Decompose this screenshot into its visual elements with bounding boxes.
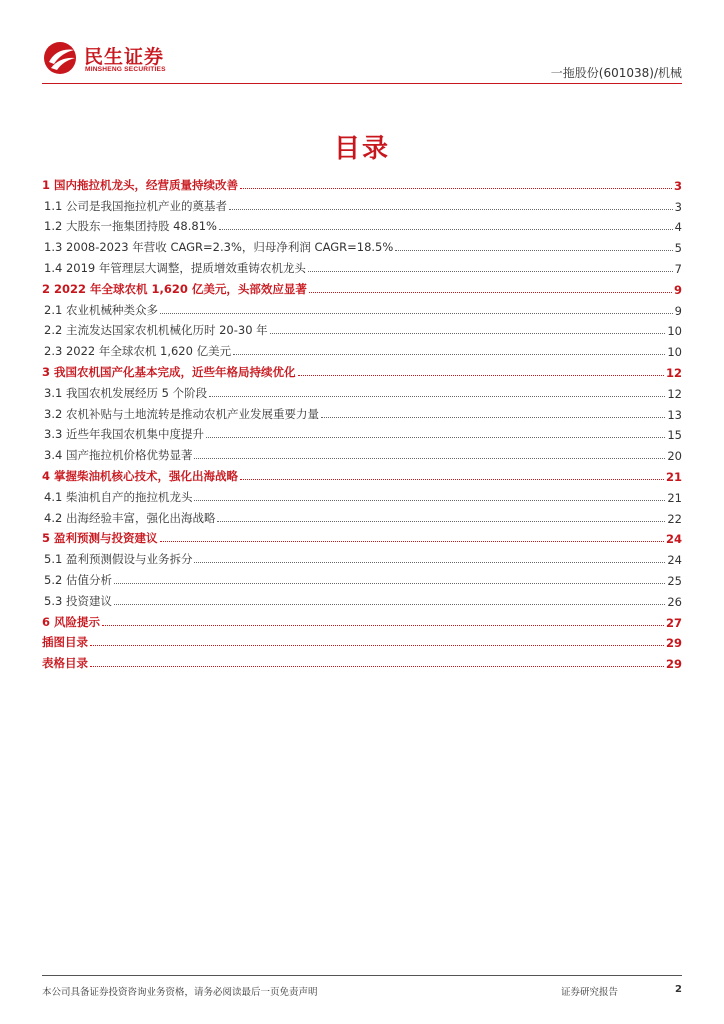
toc-entry-page: 21 bbox=[665, 469, 682, 484]
stock-ticker-label: 一拖股份(601038)/机械 bbox=[550, 66, 682, 80]
header-divider bbox=[42, 83, 682, 84]
logo-chinese-name: 民生证券 bbox=[84, 46, 165, 68]
toc-section-entry[interactable] bbox=[42, 359, 682, 380]
toc-entry-page: 10 bbox=[667, 324, 682, 339]
toc-entry-label: 1.4 2019 年管理层大调整，提质增效重铸农机龙头 bbox=[44, 260, 306, 275]
toc-entry-page: 29 bbox=[665, 657, 682, 672]
toc-dot-leader bbox=[298, 375, 664, 376]
toc-dot-leader bbox=[114, 604, 665, 605]
toc-entry-page: 7 bbox=[674, 261, 682, 276]
toc-dot-leader bbox=[308, 271, 673, 272]
toc-dot-leader bbox=[160, 313, 673, 314]
toc-dot-leader bbox=[233, 354, 665, 355]
toc-entry-page: 20 bbox=[667, 449, 682, 464]
footer-disclaimer: 本公司具备证券投资咨询业务资格，请务必阅读最后一页免责声明 bbox=[42, 987, 318, 998]
toc-entry-label: 6 风险提示 bbox=[42, 614, 101, 629]
toc-subsection-entry[interactable] bbox=[42, 255, 682, 276]
toc-dot-leader bbox=[90, 645, 664, 646]
toc-subsection-entry[interactable] bbox=[42, 567, 682, 588]
toc-dot-leader bbox=[219, 229, 673, 230]
toc-entry-page: 9 bbox=[674, 303, 682, 318]
toc-subsection-entry[interactable] bbox=[42, 214, 682, 235]
toc-dot-leader bbox=[160, 541, 664, 542]
toc-dot-leader bbox=[321, 417, 665, 418]
toc-entry-label: 2.1 农业机械种类众多 bbox=[44, 302, 158, 317]
toc-entry-page: 9 bbox=[673, 282, 682, 297]
logo-english-name: MINSHENG SECURITIES bbox=[85, 66, 166, 73]
toc-dot-leader bbox=[309, 292, 672, 293]
toc-subsection-entry[interactable] bbox=[42, 297, 682, 318]
toc-entry-page: 3 bbox=[673, 178, 682, 193]
toc-section-entry[interactable] bbox=[42, 276, 682, 297]
toc-entry-page: 24 bbox=[667, 553, 682, 568]
toc-entry-label: 3.2 农机补贴与土地流转是推动农机产业发展重要力量 bbox=[44, 406, 319, 421]
toc-dot-leader bbox=[270, 333, 666, 334]
toc-subsection-entry[interactable] bbox=[42, 588, 682, 609]
toc-dot-leader bbox=[209, 396, 665, 397]
toc-entry-label: 3 我国农机国产化基本完成，近些年格局持续优化 bbox=[42, 364, 296, 379]
toc-entry-label: 5.1 盈利预测假设与业务拆分 bbox=[44, 552, 193, 567]
company-logo bbox=[42, 40, 182, 80]
toc-section-entry[interactable] bbox=[42, 609, 682, 630]
toc-entry-label: 5.2 估值分析 bbox=[44, 572, 112, 587]
toc-subsection-entry[interactable] bbox=[42, 338, 682, 359]
toc-entry-page: 21 bbox=[667, 490, 682, 505]
toc-entry-label: 5 盈利预测与投资建议 bbox=[42, 531, 158, 546]
toc-section-entry[interactable] bbox=[42, 650, 682, 671]
toc-dot-leader bbox=[229, 209, 673, 210]
toc-subsection-entry[interactable] bbox=[42, 442, 682, 463]
toc-entry-label: 1 国内拖拉机龙头，经营质量持续改善 bbox=[42, 177, 239, 192]
toc-entry-page: 10 bbox=[667, 345, 682, 360]
toc-entry-page: 12 bbox=[665, 365, 682, 380]
toc-entry-label: 4.2 出海经验丰富，强化出海战略 bbox=[44, 510, 216, 525]
toc-entry-label: 1.2 大股东一拖集团持股 48.81% bbox=[44, 219, 217, 234]
toc-entry-page: 3 bbox=[674, 199, 682, 214]
toc-subsection-entry[interactable] bbox=[42, 193, 682, 214]
toc-entry-label: 3.4 国产拖拉机价格优势显著 bbox=[44, 448, 193, 463]
toc-subsection-entry[interactable] bbox=[42, 234, 682, 255]
toc-dot-leader bbox=[102, 625, 664, 626]
toc-entry-page: 26 bbox=[667, 594, 682, 609]
toc-entry-page: 13 bbox=[667, 407, 682, 422]
toc-dot-leader bbox=[395, 250, 672, 251]
toc-dot-leader bbox=[240, 188, 672, 189]
toc-entry-page: 24 bbox=[665, 532, 682, 547]
toc-dot-leader bbox=[206, 437, 665, 438]
toc-dot-leader bbox=[194, 458, 665, 459]
toc-entry-label: 2.2 主流发达国家农机机械化历时 20-30 年 bbox=[44, 323, 268, 338]
toc-entry-page: 12 bbox=[667, 386, 682, 401]
toc-entry-label: 3.3 近些年我国农机集中度提升 bbox=[44, 427, 204, 442]
toc-entry-page: 5 bbox=[674, 241, 682, 256]
toc-dot-leader bbox=[217, 521, 665, 522]
toc-dot-leader bbox=[114, 583, 665, 584]
toc-subsection-entry[interactable] bbox=[42, 401, 682, 422]
toc-entry-page: 22 bbox=[667, 511, 682, 526]
toc-entry-page: 29 bbox=[665, 636, 682, 651]
toc-subsection-entry[interactable] bbox=[42, 318, 682, 339]
toc-dot-leader bbox=[194, 562, 665, 563]
toc-section-entry[interactable] bbox=[42, 172, 682, 193]
toc-subsection-entry[interactable] bbox=[42, 380, 682, 401]
toc-entry-label: 5.3 投资建议 bbox=[44, 593, 112, 608]
toc-section-entry[interactable] bbox=[42, 630, 682, 651]
toc-subsection-entry[interactable] bbox=[42, 422, 682, 443]
toc-dot-leader bbox=[240, 479, 664, 480]
toc-entry-label: 1.1 公司是我国拖拉机产业的奠基者 bbox=[44, 198, 227, 213]
toc-subsection-entry[interactable] bbox=[42, 546, 682, 567]
toc-section-entry[interactable] bbox=[42, 463, 682, 484]
table-of-contents bbox=[42, 172, 682, 671]
footer-divider bbox=[42, 975, 682, 976]
toc-title: 目录 bbox=[333, 134, 390, 164]
toc-entry-label: 4.1 柴油机自产的拖拉机龙头 bbox=[44, 489, 193, 504]
toc-entry-label: 1.3 2008-2023 年营收 CAGR=2.3%，归母净利润 CAGR=18.5% bbox=[44, 240, 394, 255]
toc-entry-page: 27 bbox=[665, 615, 682, 630]
page-header bbox=[0, 0, 724, 90]
toc-entry-page: 15 bbox=[667, 428, 682, 443]
toc-section-entry[interactable] bbox=[42, 526, 682, 547]
toc-entry-page: 25 bbox=[667, 573, 682, 588]
toc-entry-label: 2.3 2022 年全球农机 1,620 亿美元 bbox=[44, 344, 232, 359]
toc-entry-label: 插图目录 bbox=[42, 635, 88, 650]
toc-subsection-entry[interactable] bbox=[42, 484, 682, 505]
toc-dot-leader bbox=[194, 500, 665, 501]
page-number: 2 bbox=[675, 984, 682, 995]
toc-entry-label: 3.1 我国农机发展经历 5 个阶段 bbox=[44, 385, 208, 400]
toc-entry-label: 2 2022 年全球农机 1,620 亿美元，头部效应显著 bbox=[42, 281, 307, 296]
toc-subsection-entry[interactable] bbox=[42, 505, 682, 526]
footer-report-type: 证券研究报告 bbox=[561, 987, 619, 998]
minsheng-logo-icon bbox=[42, 40, 80, 76]
toc-entry-label: 4 掌握柴油机核心技术，强化出海战略 bbox=[42, 468, 239, 483]
toc-entry-page: 4 bbox=[674, 220, 682, 235]
toc-dot-leader bbox=[90, 666, 664, 667]
toc-entry-label: 表格目录 bbox=[42, 656, 88, 671]
